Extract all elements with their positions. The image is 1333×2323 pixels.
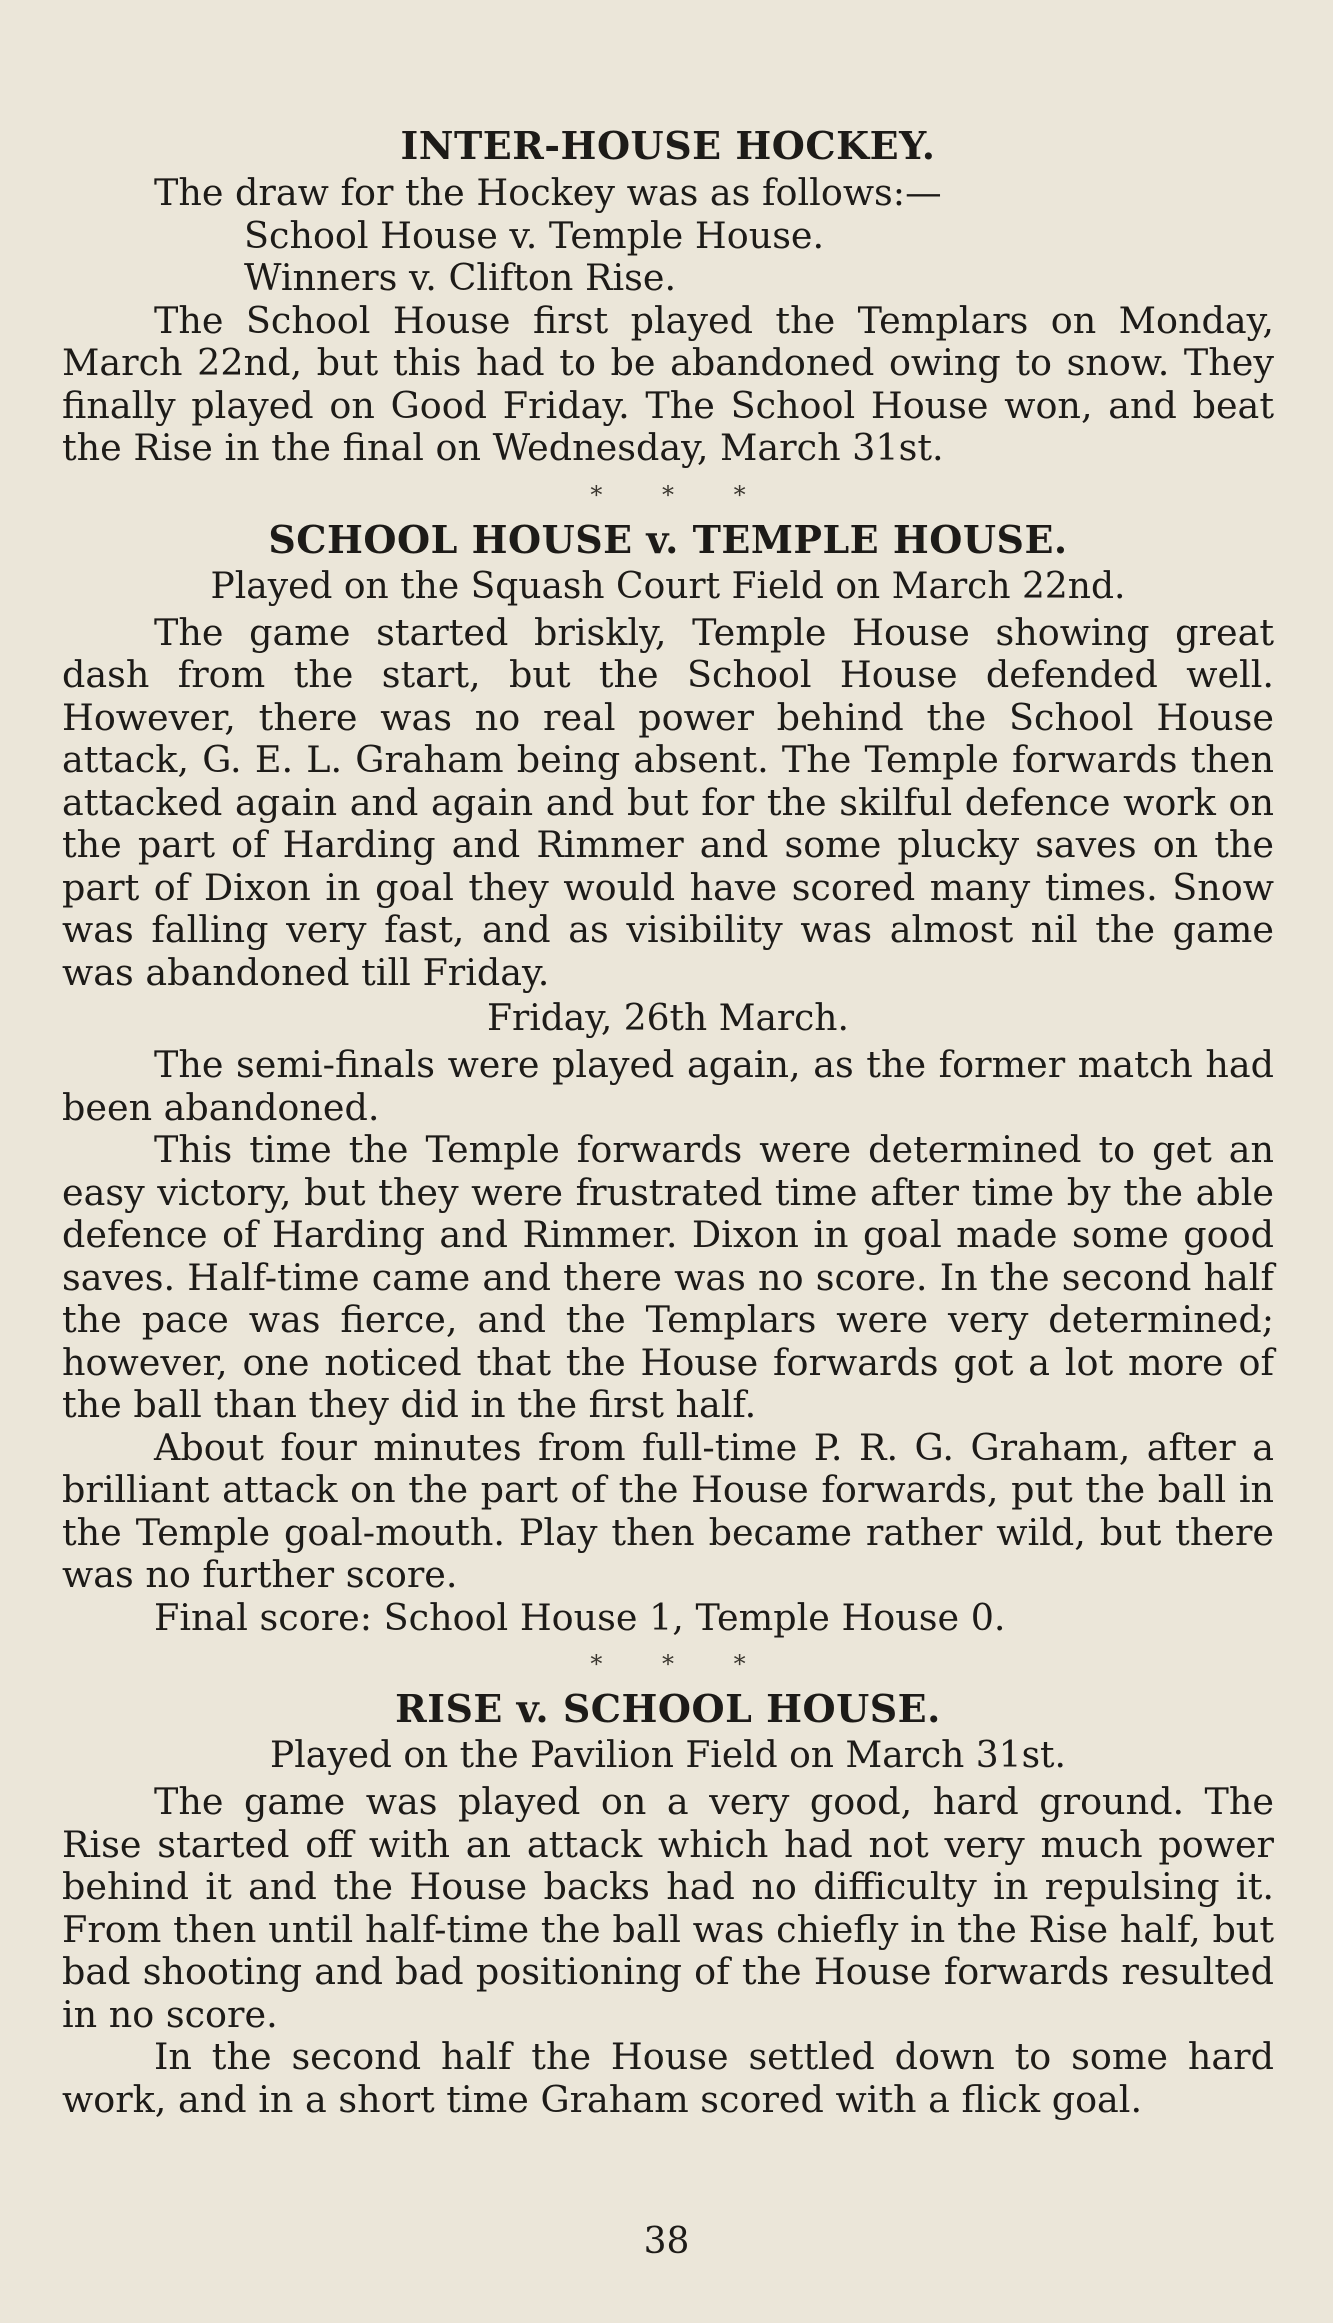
match-venue-line: Played on the Pavilion Field on March 31st. — [270, 1735, 1066, 1776]
draw-intro: The draw for the Hockey was as follows:— — [154, 171, 942, 214]
paragraph: The game was played on a very good, hard ground. The Rise started off with an attack which had not very much power behind it and the House backs had no difficulty in repulsing it. From then until half-time the ball was chiefly in the Rise half, but bad shooting and bad positioning of the House forwards resulted in no score. — [62, 1780, 1274, 2036]
section-separator: * * * — [590, 1650, 772, 1678]
section-separator: * * * — [590, 480, 772, 509]
section-heading-inter-house-hockey: INTER-HOUSE HOCKEY. — [400, 123, 936, 168]
final-score: Final score: School House 1, Temple House 0. — [154, 1595, 1006, 1639]
section-heading-school-v-temple: SCHOOL HOUSE v. TEMPLE HOUSE. — [268, 516, 1068, 562]
paragraph: This time the Temple forwards were determined to get an easy victory, but they were frustrated time after time by the able defence of Harding and Rimmer. Dixon in goal made some good saves. Half-time came and there was no score. In the second half the pace was fierce, and the Templars were very determined; however, one noticed that the House forwards got a lot more of the ball than they did in the first half. — [62, 1128, 1274, 1426]
section-heading-rise-v-school: RISE v. SCHOOL HOUSE. — [395, 1686, 941, 1731]
page-number: 38 — [643, 2221, 690, 2262]
paragraph: The School House first played the Templars on Monday, March 22nd, but this had to be abandoned owing to snow. They finally played on Good Friday. The School House won, and beat the Rise in the final on Wednesday, March 31st. — [62, 298, 1274, 469]
paragraph: About four minutes from full-time P. R. G. Graham, after a brilliant attack on the part of the House forwards, put the ball in the Temple goal-mouth. Play then became rather wild, but there was no further score. — [62, 1425, 1274, 1596]
draw-line-2: Winners v. Clifton Rise. — [244, 256, 677, 299]
page-content — [62, 118, 1274, 2121]
draw-line-1: School House v. Temple House. — [244, 213, 825, 257]
paragraph: The semi-finals were played again, as the former match had been abandoned. — [62, 1043, 1274, 1129]
match-venue-line: Played on the Squash Court Field on March 22nd. — [210, 565, 1126, 607]
paragraph: In the second half the House settled down to some hard work, and in a short time Graham scored with a flick goal. — [62, 2035, 1274, 2121]
paragraph: The game started briskly, Temple House showing great dash from the start, but the School House defended well. However, there was no real power behind the School House attack, G. E. L. Graham being absent. The Temple forwards then attacked again and again and but for the skilful defence work on the part of Harding and Rimmer and some plucky saves on the part of Dixon in goal they would have scored many times. Snow was falling very fast, and as visibility was almost nil the game was abandoned till Friday. — [62, 610, 1274, 994]
date-line: Friday, 26th March. — [487, 998, 849, 1039]
